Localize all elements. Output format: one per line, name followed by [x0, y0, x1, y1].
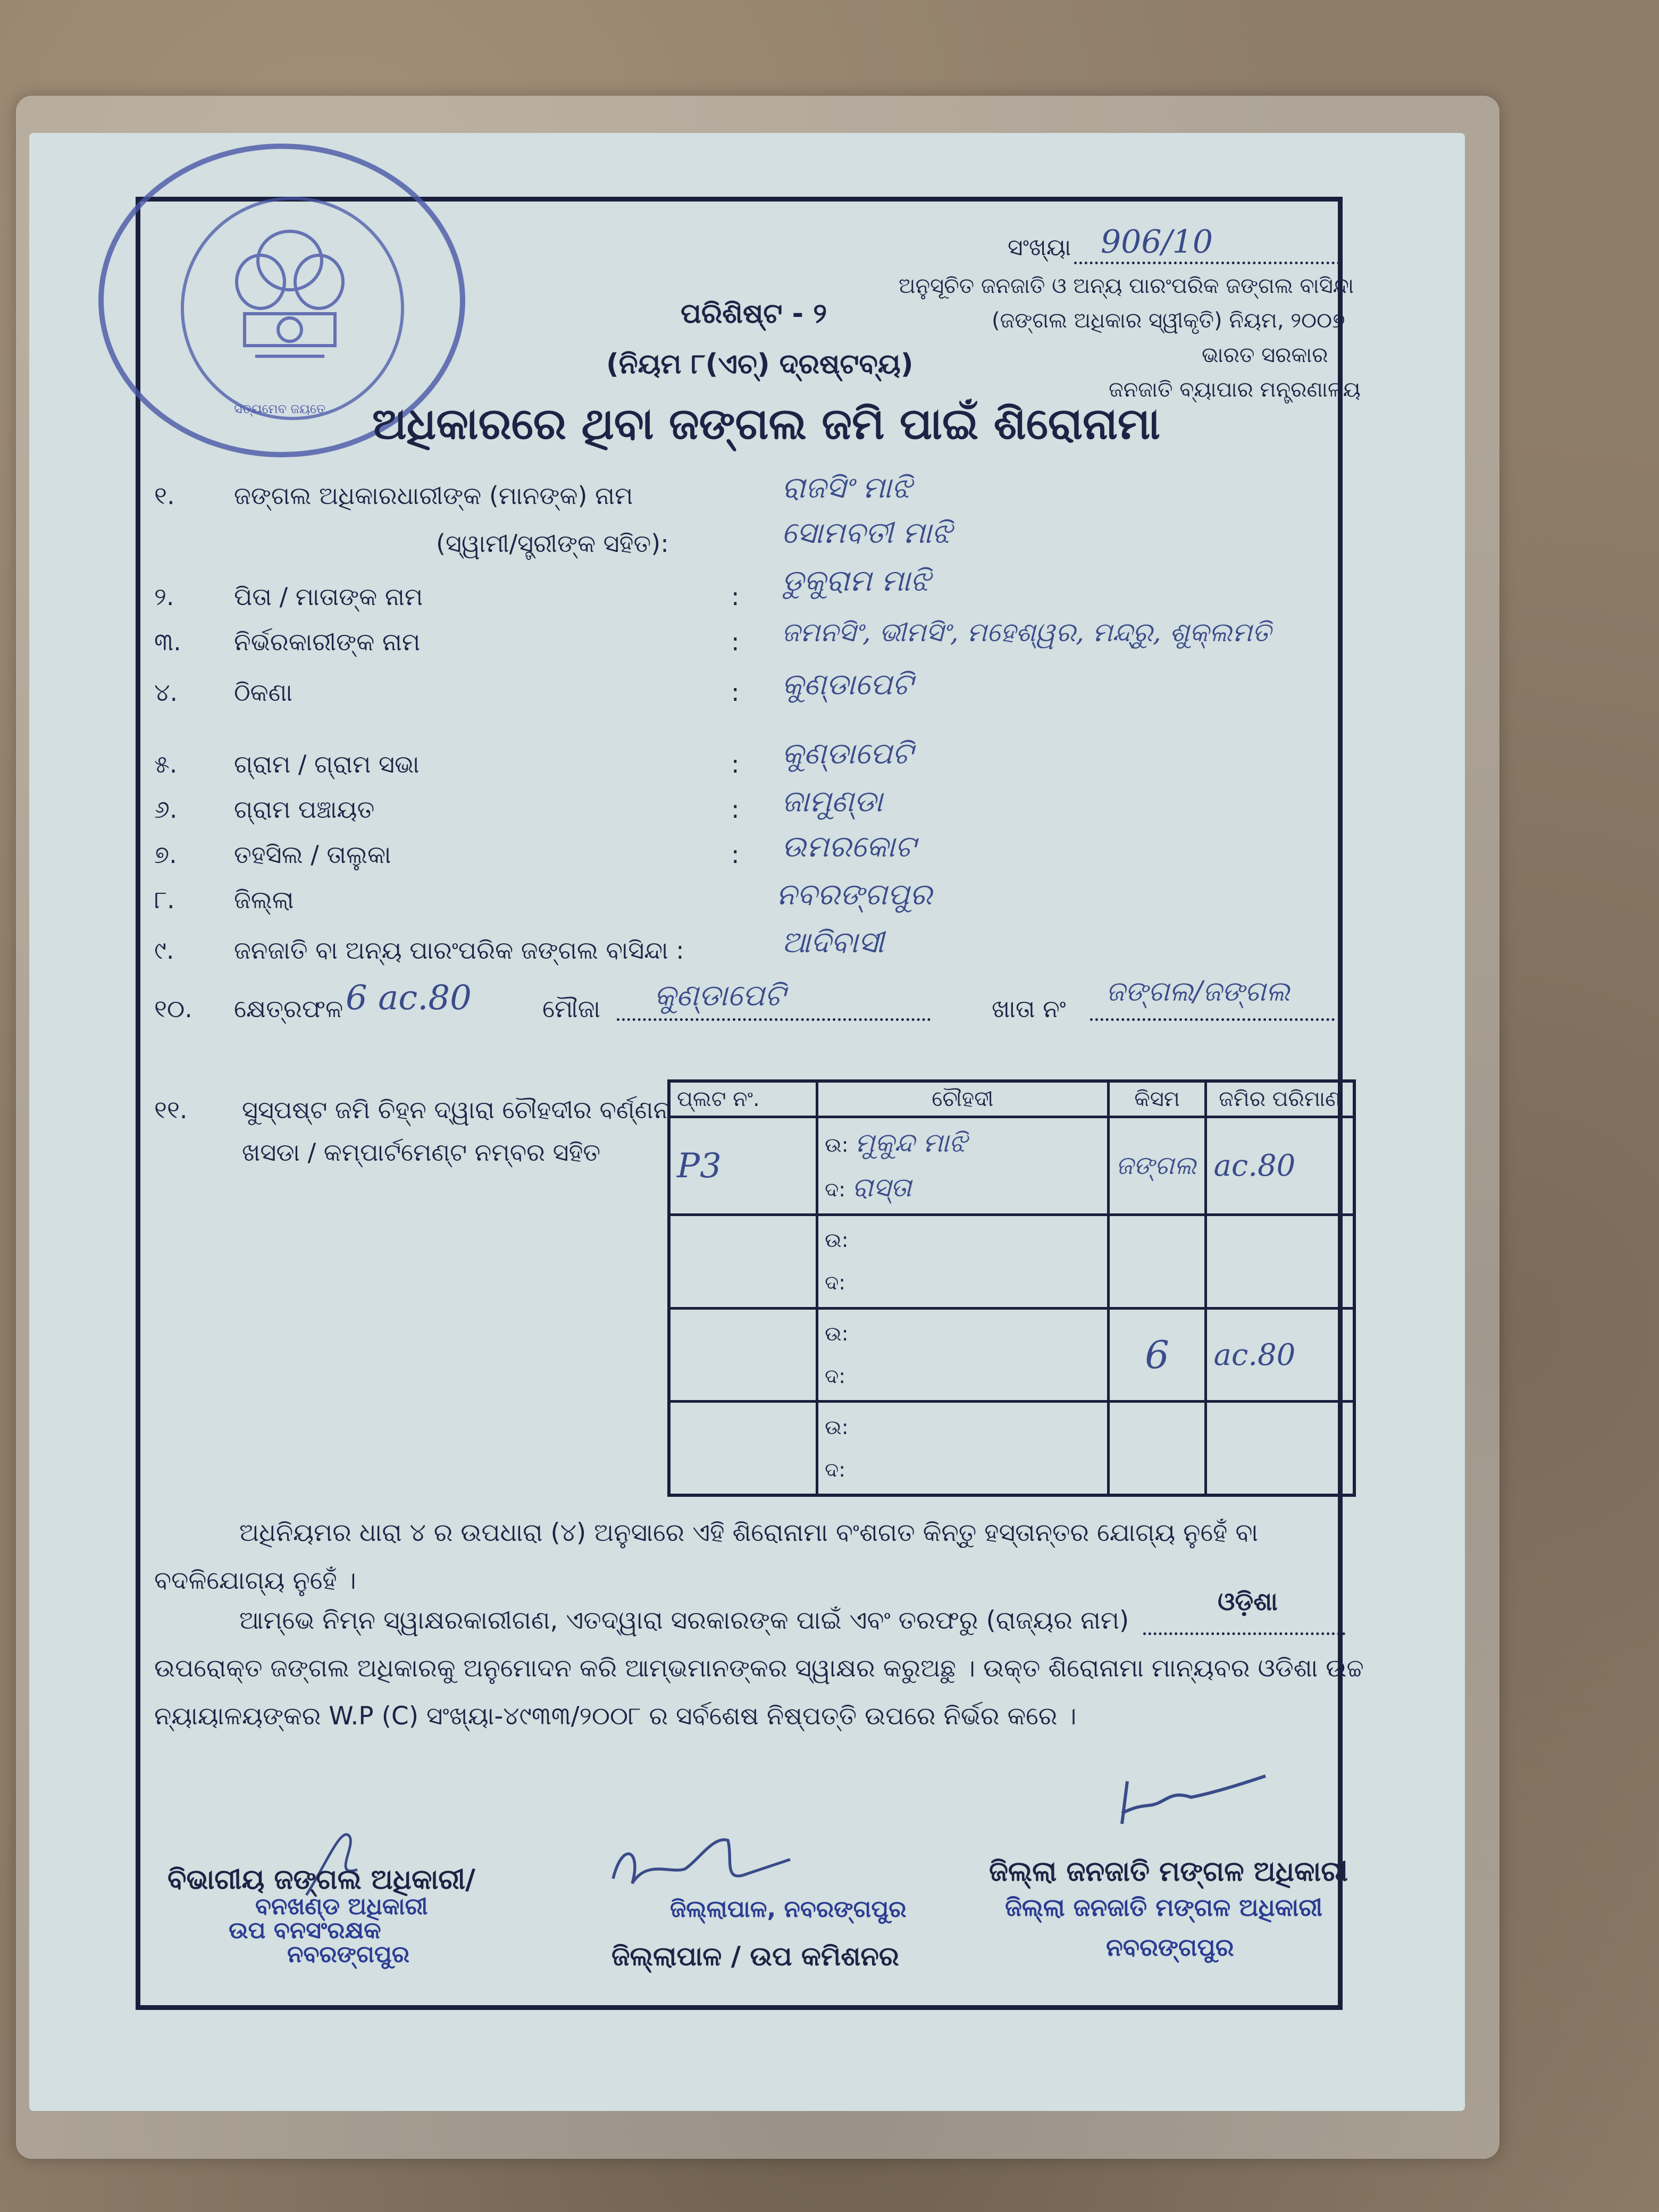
body-paragraph-1: ଅଧିନିୟମର ଧାରା ୪ ର ଉପଧାରା (୪) ଅନୁସାରେ ଏହି ଶିରୋନାମା ବଂଶଗତ କିନ୍ତୁ ହସ୍ତାନ୍ତର ଯୋଗ୍ୟ ନୁହେଁ ବା	[239, 1518, 1259, 1547]
field-9-number: ୯.	[154, 936, 174, 965]
boundary-label-2: ଖସଡା / କମ୍ପାର୍ଟମେଣ୍ଟ ନମ୍ବର ସହିତ	[242, 1138, 601, 1167]
mouza-value: କୁଣ୍ଡାପେଟି	[654, 978, 785, 1013]
khata-value: ଜଙ୍ଗଲ/ଜଙ୍ଗଲ	[1106, 976, 1290, 1008]
field-7-number: ୭.	[154, 840, 177, 869]
number-underline	[1074, 262, 1340, 264]
left-signatory-title: ବିଭାଗୀୟ ଜଙ୍ଗଲ ଅଧିକାରୀ/	[167, 1864, 476, 1896]
field-11-number: ୧୧.	[154, 1095, 188, 1124]
body-paragraph-2: ଆମ୍ଭେ ନିମ୍ନ ସ୍ୱାକ୍ଷରକାରୀଗଣ, ଏତଦ୍ୱାରା ସରକାରଙ୍କ ପାଇଁ ଏବଂ ତରଫରୁ (ରାଜ୍ୟର ନାମ)	[239, 1606, 1129, 1635]
field-7-colon: :	[731, 840, 740, 869]
field-1-number: ୧.	[154, 481, 175, 510]
area-label: କ୍ଷେତ୍ରଫଳ	[234, 994, 343, 1023]
kisam-cell: 6	[1108, 1308, 1206, 1402]
field-2-colon: :	[731, 582, 740, 611]
field-6-number: ୬.	[154, 795, 178, 824]
field-10-number: ୧୦.	[154, 994, 192, 1023]
khata-underline	[1090, 1018, 1335, 1021]
field-4-colon: :	[731, 678, 740, 707]
table-row	[669, 1117, 1354, 1215]
number-label: ସଂଖ୍ୟା	[1008, 234, 1071, 261]
annexure-label: ପରିଶିଷ୍ଟ - ୨	[681, 298, 827, 330]
field-4-number: ୪.	[154, 678, 178, 707]
boundary-table	[667, 1079, 1356, 1497]
field-5-label: ଗ୍ରାମ / ଗ୍ରାମ ସଭା	[234, 750, 420, 778]
rule-reference: (ନିୟମ ୮(ଏଚ୍) ଦ୍ରଷ୍ଟବ୍ୟ)	[606, 348, 914, 380]
field-3-value: ଜମନସିଂ, ଭୀମସିଂ, ମହେଶ୍ୱର, ମନ୍ଦ୍ରୁ, ଶୁକ୍ଲମତି	[782, 617, 1271, 648]
field-3-label: ନିର୍ଭରକାରୀଙ୍କ ନାମ	[234, 627, 421, 656]
table-row	[669, 1215, 1354, 1309]
authority-line-2: (ଜଙ୍ଗଲ ଅଧିକାର ସ୍ୱୀକୃତି) ନିୟମ, ୨୦୦୭	[992, 308, 1345, 333]
right-signatory-title: ଜିଲ୍ଲା ଜନଜାତି ମଙ୍ଗଳ ଅଧିକାରୀ	[989, 1856, 1348, 1888]
plot-cell	[669, 1402, 817, 1495]
khata-label: ଖାତା ନଂ	[992, 994, 1066, 1023]
body-paragraph-1b: ବଦଳିଯୋଗ୍ୟ ନୁହେଁ ।	[154, 1566, 356, 1595]
mouza-label: ମୌଜା	[542, 994, 600, 1023]
field-6-label: ଗ୍ରାମ ପଞ୍ଚାୟତ	[234, 795, 375, 824]
header-boundary: ଚୌହଦୀ	[817, 1081, 1108, 1117]
field-2-value: ଡୁକୁରାମ ମାଝି	[782, 564, 931, 598]
field-2-number: ୨.	[154, 582, 174, 611]
kisam-cell	[1108, 1402, 1206, 1495]
field-4-value: କୁଣ୍ଡାପେଟି	[782, 667, 913, 702]
boundary-cell: ଉ: ମୁକୁନ୍ଦ ମାଝି ଦ: ରାସ୍ତା	[817, 1117, 1108, 1215]
field-7-label: ତହସିଲ / ତାଲୁକା	[234, 840, 391, 869]
right-stamp-line-1: ଜିଲ୍ଲା ଜନଜାତି ମଙ୍ଗଳ ଅଧିକାରୀ	[1005, 1893, 1323, 1922]
field-7-value: ଉମରକୋଟ	[782, 830, 916, 864]
right-signature	[1111, 1771, 1271, 1834]
header-kisam: କିସମ	[1108, 1081, 1206, 1117]
header-area: ଜମିର ପରିମାଣ	[1206, 1081, 1354, 1117]
table-row	[669, 1402, 1354, 1495]
authority-line-4: ଜନଜାତି ବ୍ୟାପାର ମନ୍ତ୍ରଣାଳୟ	[1109, 378, 1361, 402]
area-cell: ac.80	[1206, 1308, 1354, 1402]
field-8-label: ଜିଲ୍ଲା	[234, 885, 294, 914]
right-stamp-line-2: ନବରଙ୍ଗପୁର	[1106, 1933, 1234, 1962]
mouza-underline	[617, 1018, 931, 1021]
left-stamp-line-1: ବନଖଣ୍ଡ ଅଧିକାରୀ	[255, 1893, 428, 1920]
plot-cell	[669, 1308, 817, 1402]
field-4-label: ଠିକଣା	[234, 678, 292, 707]
state-name-underline	[1143, 1632, 1345, 1635]
body-paragraph-3: ଉପରୋକ୍ତ ଜଙ୍ଗଲ ଅଧିକାରକୁ ଅନୁମୋଦନ କରି ଆମ୍ଭମାନଙ୍କର ସ୍ୱାକ୍ଷର କରୁଅଛୁ । ଉକ୍ତ ଶିରୋନାମା ମାନ୍ୟବର ଓଡିଶା ଉଚ୍ଚ	[154, 1654, 1364, 1683]
area-cell	[1206, 1215, 1354, 1309]
area-cell	[1206, 1402, 1354, 1495]
table-header-row	[669, 1081, 1354, 1117]
left-stamp-line-2: ଉପ ବନସଂରକ୍ଷକ	[229, 1917, 381, 1944]
kisam-cell	[1108, 1215, 1206, 1309]
header-plot: ପ୍ଲଟ ନଂ.	[669, 1081, 817, 1117]
field-5-number: ୫.	[154, 750, 178, 778]
center-stamp: ଜିଲ୍ଲାପାଳ, ନବରଙ୍ଗପୁର	[670, 1896, 907, 1923]
area-value: 6 ac.80	[346, 978, 472, 1018]
area-cell: ac.80	[1206, 1117, 1354, 1215]
field-5-colon: :	[731, 750, 740, 778]
boundary-cell: ଉ: ଦ:	[817, 1215, 1108, 1309]
field-8-number: ୮.	[154, 885, 175, 914]
center-signatory-title: ଜିଲ୍ଲାପାଳ / ଉପ କମିଶନର	[611, 1941, 899, 1972]
field-5-value: କୁଣ୍ଡାପେଟି	[782, 736, 913, 771]
field-6-colon: :	[731, 795, 740, 824]
authority-line-1: ଅନୁସୂଚିତ ଜନଜାତି ଓ ଅନ୍ୟ ପାରଂପରିକ ଜଙ୍ଗଲ ବାସିନ୍ଦା	[899, 274, 1354, 298]
body-paragraph-4: ନ୍ୟାୟାଳୟଙ୍କର W.P (C) ସଂଖ୍ୟା-୪୯୩୩/୨୦୦୮ ର ସର୍ବଶେଷ ନିଷ୍ପତ୍ତି ଉପରେ ନିର୍ଭର କରେ ।	[154, 1702, 1077, 1731]
state-emblem-icon	[223, 223, 356, 404]
field-3-colon: :	[731, 627, 740, 656]
plot-cell	[669, 1215, 817, 1309]
field-8-value: ନବରଙ୍ଗପୁର	[776, 877, 932, 912]
number-value: 906/10	[1101, 223, 1213, 261]
field-1-value-2: ସୋମବତୀ ମାଝି	[782, 516, 952, 550]
page-title: ଅଧିକାରରେ ଥିବା ଜଙ୍ଗଲ ଜମି ପାଇଁ ଶିରୋନାମା	[372, 399, 1160, 449]
field-3-number: ୩.	[154, 627, 181, 656]
boundary-label-1: ସୁସ୍ପଷ୍ଟ ଜମି ଚିହ୍ନ ଦ୍ୱାରା ଚୌହଦୀର ବର୍ଣ୍ଣନା	[242, 1095, 673, 1124]
boundary-cell: ଉ: ଦ:	[817, 1402, 1108, 1495]
field-9-value: ଆଦିବାସୀ	[782, 925, 884, 960]
left-stamp-line-3: ନବରଙ୍ଗପୁର	[287, 1941, 410, 1968]
kisam-cell: ଜଙ୍ଗଲ	[1108, 1117, 1206, 1215]
plot-cell: P3	[669, 1117, 817, 1215]
state-name: ଓଡ଼ିଶା	[1218, 1587, 1278, 1616]
field-6-value: ଜାମୁଣ୍ଡା	[782, 784, 883, 819]
field-1-value: ରାଜସିଂ ମାଝି	[782, 471, 912, 505]
field-2-label: ପିତା / ମାତାଙ୍କ ନାମ	[234, 582, 423, 611]
authority-line-3: ଭାରତ ସରକାର	[1202, 343, 1328, 367]
emblem-caption: ସତ୍ୟମେବ ଜୟତେ	[234, 401, 326, 416]
table-row	[669, 1308, 1354, 1402]
field-1-sublabel: (ସ୍ୱାମୀ/ସ୍ତ୍ରୀଙ୍କ ସହିତ):	[436, 529, 669, 558]
field-9-label: ଜନଜାତି ବା ଅନ୍ୟ ପାରଂପରିକ ଜଙ୍ଗଲ ବାସିନ୍ଦା :	[234, 936, 684, 965]
boundary-cell: ଉ: ଦ:	[817, 1308, 1108, 1402]
field-1-label: ଜଙ୍ଗଲ ଅଧିକାରଧାରୀଙ୍କ (ମାନଙ୍କ) ନାମ	[234, 481, 633, 510]
